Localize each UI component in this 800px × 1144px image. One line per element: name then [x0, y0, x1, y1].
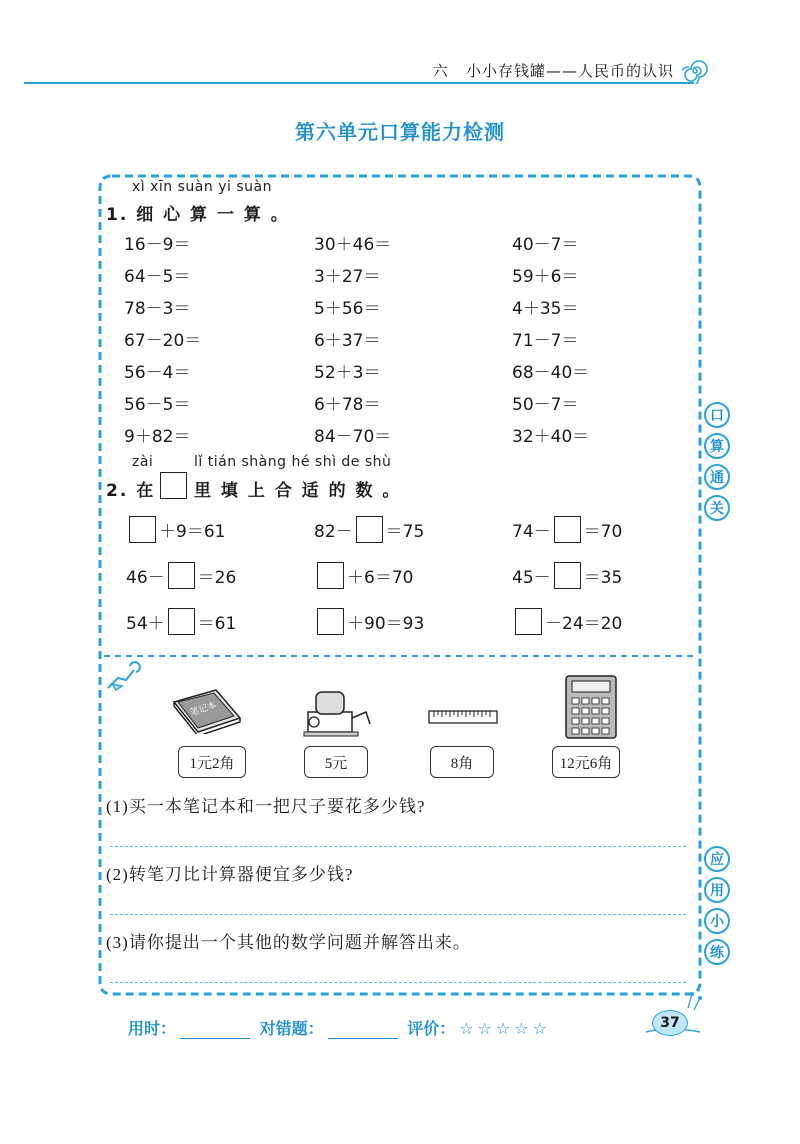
- arithmetic-problem: 67－20＝: [124, 331, 202, 351]
- problem-prefix: 82－: [314, 522, 353, 542]
- arithmetic-problem: 68－40＝: [512, 363, 590, 383]
- arithmetic-problem: 84－70＝: [314, 427, 392, 447]
- arithmetic-problem: 40－7＝: [512, 235, 579, 255]
- footer-evaluation: [128, 1016, 555, 1039]
- problem-suffix: ＝61: [197, 614, 237, 634]
- chapter-title: 小小存钱罐——人民币的认识: [465, 62, 674, 80]
- q2-title-box: [160, 472, 187, 499]
- errors-blank[interactable]: [328, 1038, 398, 1039]
- side-tag-oral: [704, 402, 730, 526]
- problem-suffix: ＋90＝93: [347, 614, 425, 634]
- arithmetic-problem: 56－4＝: [124, 363, 191, 383]
- fill-in-problem: [126, 516, 225, 543]
- problem-prefix: 46－: [126, 568, 165, 588]
- fill-in-problem: [512, 516, 622, 543]
- answer-box[interactable]: [168, 562, 195, 589]
- time-label: 用时：: [128, 1019, 177, 1038]
- q3-question-2: (2)转笔刀比计算器便宜多少钱?: [106, 865, 354, 884]
- fill-in-problem: [126, 608, 236, 635]
- arithmetic-problem: 56－5＝: [124, 395, 191, 415]
- notebook-cover-text: 笔记本: [189, 700, 218, 719]
- arithmetic-problem: 6＋78＝: [314, 395, 381, 415]
- answer-box[interactable]: [515, 608, 542, 635]
- pencil-sharpener-icon: [300, 684, 382, 738]
- problem-suffix: ＝26: [197, 568, 237, 588]
- side-tag-char: 应: [704, 846, 730, 872]
- side-tag-char: 小: [704, 908, 730, 934]
- arithmetic-problem: 59＋6＝: [512, 267, 579, 287]
- q2-pinyin-a: zài: [132, 454, 154, 470]
- problem-prefix: 54＋: [126, 614, 165, 634]
- arithmetic-problem: 71－7＝: [512, 331, 579, 351]
- q2-title-b: 里 填 上 合 适 的 数 。: [194, 481, 402, 501]
- fill-in-problem: [512, 608, 622, 635]
- header-rule: [24, 82, 694, 84]
- problem-suffix: ＝35: [583, 568, 623, 588]
- answer-line-3[interactable]: [110, 982, 686, 983]
- fill-in-problem: [512, 562, 622, 589]
- side-tag-char: 算: [704, 433, 730, 459]
- price-sharpener: 5元: [304, 746, 368, 778]
- answer-box[interactable]: [168, 608, 195, 635]
- answer-box[interactable]: [356, 516, 383, 543]
- answer-line-2[interactable]: [110, 914, 686, 915]
- problem-suffix: ＋9＝61: [159, 522, 226, 542]
- problem-prefix: 45－: [512, 568, 551, 588]
- price-calculator: 12元6角: [552, 746, 620, 778]
- problem-suffix: ＝70: [583, 522, 623, 542]
- side-tag-apply: [704, 846, 730, 970]
- errors-label: 对错题：: [259, 1019, 324, 1038]
- notebook-icon: [172, 688, 242, 734]
- header-text: [433, 60, 674, 81]
- arithmetic-problem: 9＋82＝: [124, 427, 191, 447]
- pointing-hand-icon: [104, 660, 144, 694]
- q2-pinyin-b: lǐ tián shàng hé shì de shù: [194, 454, 392, 470]
- side-tag-char: 用: [704, 877, 730, 903]
- q1-pinyin: xì xīn suàn yi suàn: [132, 179, 272, 195]
- rating-label: 评价：: [407, 1019, 456, 1038]
- answer-box[interactable]: [317, 562, 344, 589]
- arithmetic-problem: 32＋40＝: [512, 427, 590, 447]
- time-blank[interactable]: [180, 1038, 250, 1039]
- q1-title: 1. 细 心 算 一 算 。: [106, 205, 290, 225]
- calculator-icon: [564, 674, 618, 740]
- q3-question-1: (1)买一本笔记本和一把尺子要花多少钱?: [106, 797, 426, 816]
- side-tag-char: 通: [704, 464, 730, 490]
- side-tag-char: 口: [704, 402, 730, 428]
- page-title: 第六单元口算能力检测: [295, 120, 505, 144]
- page-number: 37: [652, 1010, 688, 1036]
- arithmetic-problem: 3＋27＝: [314, 267, 381, 287]
- arithmetic-problem: 5＋56＝: [314, 299, 381, 319]
- ruler-icon: [428, 710, 498, 724]
- fill-in-problem: [314, 562, 413, 589]
- fill-in-problem: [314, 608, 424, 635]
- spiral-icon: [682, 58, 708, 84]
- rating-stars[interactable]: ☆☆☆☆☆: [459, 1019, 551, 1038]
- arithmetic-problem: 4＋35＝: [512, 299, 579, 319]
- answer-box[interactable]: [554, 516, 581, 543]
- problem-suffix: ＋6＝70: [347, 568, 414, 588]
- arithmetic-problem: 30＋46＝: [314, 235, 392, 255]
- arithmetic-problem: 6＋37＝: [314, 331, 381, 351]
- answer-box[interactable]: [554, 562, 581, 589]
- fill-in-problem: [126, 562, 236, 589]
- side-tag-char: 关: [704, 495, 730, 521]
- answer-box[interactable]: [129, 516, 156, 543]
- q2-title-a: 2. 在: [106, 481, 156, 501]
- chapter-number: 六: [432, 62, 449, 80]
- arithmetic-problem: 16－9＝: [124, 235, 191, 255]
- problem-suffix: ＝75: [385, 522, 425, 542]
- price-notebook: 1元2角: [178, 746, 246, 778]
- running-header: [24, 58, 714, 88]
- side-tag-char: 练: [704, 939, 730, 965]
- fill-in-problem: [314, 516, 424, 543]
- problem-prefix: 74－: [512, 522, 551, 542]
- arithmetic-problem: 50－7＝: [512, 395, 579, 415]
- arithmetic-problem: 78－3＝: [124, 299, 191, 319]
- problem-suffix: －24＝20: [545, 614, 623, 634]
- price-ruler: 8角: [430, 746, 494, 778]
- arithmetic-problem: 64－5＝: [124, 267, 191, 287]
- arithmetic-problem: 52＋3＝: [314, 363, 381, 383]
- answer-box[interactable]: [317, 608, 344, 635]
- q3-question-3: (3)请你提出一个其他的数学问题并解答出来。: [106, 933, 471, 952]
- answer-line-1[interactable]: [110, 846, 686, 847]
